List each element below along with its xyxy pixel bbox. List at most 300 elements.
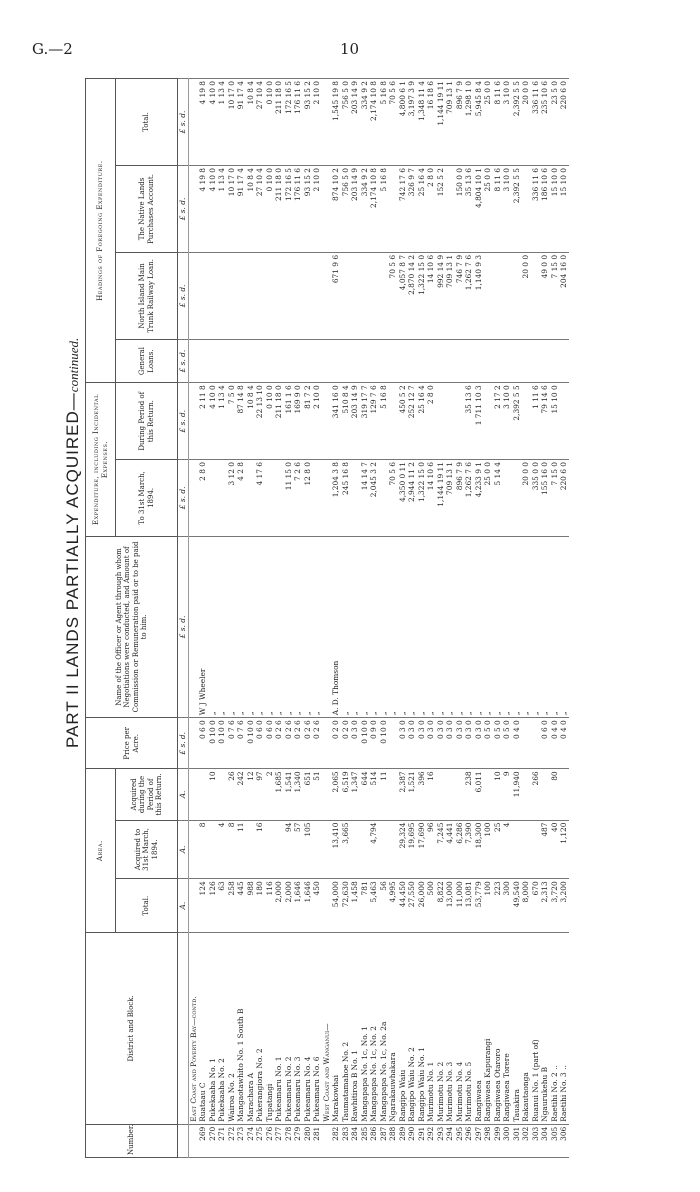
area-total: 500 [426,879,436,933]
acquired-before: 4 [217,820,227,879]
exp-during: 25 16 4 [417,383,427,460]
agent-name: „ [436,536,446,718]
acquired-before: 100 [483,820,493,879]
acquired-before: 8 [227,820,237,879]
area-total: 54,000 [331,879,341,933]
row-number: 275 [255,1124,265,1157]
table-row [540,79,550,1158]
col-native-lands: The Native Lands Purchases Account. [116,166,178,253]
col-exp-to-1894: To 31st March, 1894. [116,460,178,537]
exp-to-1894 [350,460,360,537]
exp-to-1894 [312,460,322,537]
exp-during: 1 13 4 [217,383,227,460]
acquired-during: 2,065 [331,769,341,820]
row-total: 23 5 0 [550,79,560,166]
north-island-loan [303,252,313,339]
exp-during: 510 8 4 [341,383,351,460]
price-per-acre: 0 3 0 [464,718,474,769]
col-acquired-before: Acquired to 31st March, 1894. [116,820,178,879]
exp-during: 5 16 8 [379,383,389,460]
district-block: Rawhitiroa B No. 1 [350,933,360,1125]
agent-name: W J Wheeler [198,536,208,718]
general-loans [303,339,313,382]
price-per-acre: 0 3 0 [474,718,484,769]
price-per-acre: 0 3 0 [455,718,465,769]
table-row [236,79,246,1158]
row-number: 289 [398,1124,408,1157]
native-lands-account: 1 13 4 [217,166,227,253]
district-block: Rangiwaea Torere [502,933,512,1125]
acquired-before: 487 [540,820,550,879]
row-total: 235 10 6 [540,79,550,166]
row-number: 296 [464,1124,474,1157]
general-loans [217,339,227,382]
agent-name: „ [303,536,313,718]
table-row [274,79,284,1158]
col-area: Area. [86,769,116,933]
general-loans [464,339,474,382]
acquired-during: 9 [502,769,512,820]
row-number: 298 [483,1124,493,1157]
table-row [331,79,341,1158]
row-total: 336 11 6 [531,79,541,166]
row-total: 1,144 19 11 [436,79,446,166]
acquired-during [445,769,455,820]
area-total: 26,000 [417,879,427,933]
acquired-before: 4,794 [369,820,379,879]
acquired-during: 10 [493,769,503,820]
exp-to-1894: 335 0 0 [531,460,541,537]
agent-name: „ [483,536,493,718]
north-island-loan [512,252,522,339]
district-block: Taumatamahoe No. 2 [341,933,351,1125]
acquired-during [455,769,465,820]
table-row [426,79,436,1158]
document-code: G.—2 [32,40,73,58]
exp-to-1894: 1,204 3 8 [331,460,341,537]
acquired-before: 6,286 [455,820,465,879]
acquired-before [360,820,370,879]
row-number: 283 [341,1124,351,1157]
exp-to-1894: 4,233 9 1 [474,460,484,537]
part-title: PART II LANDS PARTIALLY ACQUIRED—continued. [63,337,82,748]
acquired-before [274,820,284,879]
north-island-loan: 20 0 0 [521,252,531,339]
general-loans [227,339,237,382]
general-loans [550,339,560,382]
price-per-acre: 0 7 6 [236,718,246,769]
row-number: 303 [531,1124,541,1157]
district-block: Murimotu No. 1 [426,933,436,1125]
north-island-loan [217,252,227,339]
row-total: 16 18 6 [426,79,436,166]
row-number: 301 [512,1124,522,1157]
acquired-before [388,820,398,879]
table-row [312,79,322,1158]
native-lands-account: 10 8 4 [246,166,256,253]
acquired-during: 1,347 [350,769,360,820]
general-loans [284,339,294,382]
north-island-loan: 7 15 0 [550,252,560,339]
row-total: 2,174 10 8 [369,79,379,166]
north-island-loan [502,252,512,339]
general-loans [236,339,246,382]
exp-to-1894: 1,144 19 11 [436,460,446,537]
district-block: Rangiwaea [474,933,484,1125]
exp-during: 1 11 6 [531,383,541,460]
acquired-before: 7,390 [464,820,474,879]
general-loans [312,339,322,382]
row-number: 297 [474,1124,484,1157]
exp-during: 3 10 0 [502,383,512,460]
north-island-loan: 70 5 6 [388,252,398,339]
acquired-before: 4,441 [445,820,455,879]
row-number: 293 [436,1124,446,1157]
area-total: 100 [483,879,493,933]
north-island-loan: 204 16 0 [559,252,569,339]
row-number: 284 [350,1124,360,1157]
north-island-loan: 709 13 1 [445,252,455,339]
acquired-before [312,820,322,879]
general-loans [483,339,493,382]
exp-during: 4 10 0 [208,383,218,460]
district-block: Pukekaaha No. 2 [217,933,227,1125]
exp-during: 211 18 0 [274,383,284,460]
exp-to-1894: 220 6 0 [559,460,569,537]
table-row [369,79,379,1158]
native-lands-account: 0 10 0 [265,166,275,253]
exp-to-1894: 3 12 0 [227,460,237,537]
area-total: 53,779 [474,879,484,933]
north-island-loan [293,252,303,339]
table-row [350,79,360,1158]
price-per-acre: 0 6 0 [255,718,265,769]
native-lands-account: 336 11 6 [531,166,541,253]
exp-to-1894: 14 14 7 [360,460,370,537]
price-per-acre: 0 5 0 [493,718,503,769]
north-island-loan [265,252,275,339]
north-island-loan: 4,057 8 7 [398,252,408,339]
exp-to-1894: 5 14 4 [493,460,503,537]
agent-name: „ [426,536,436,718]
area-total: 450 [312,879,322,933]
area-total: 5,463 [369,879,379,933]
row-total: 1,348 11 4 [417,79,427,166]
area-total: 2,313 [540,879,550,933]
group-heading-row [322,79,332,1158]
area-total: 781 [360,879,370,933]
area-total: 8,000 [521,879,531,933]
district-block: Pukeamaru No. 2 [284,933,294,1125]
exp-to-1894: 155 16 0 [540,460,550,537]
exp-during: 79 14 6 [540,383,550,460]
agent-name: „ [217,536,227,718]
general-loans [417,339,427,382]
native-lands-account: 25 0 0 [483,166,493,253]
exp-during: 2 17 2 [493,383,503,460]
native-lands-account: 3 10 0 [502,166,512,253]
price-per-acre: 0 2 0 [331,718,341,769]
north-island-loan [531,252,541,339]
agent-name: „ [350,536,360,718]
agent-name: „ [284,536,294,718]
acquired-during: 1,521 [407,769,417,820]
row-number: 271 [217,1124,227,1157]
price-per-acre: 0 10 0 [246,718,256,769]
price-per-acre: 0 3 0 [426,718,436,769]
district-block: Ruataau C [198,933,208,1125]
acquired-before [512,820,522,879]
row-number: 276 [265,1124,275,1157]
exp-during: 169 9 0 [293,383,303,460]
area-total: 4,995 [388,879,398,933]
table-row [445,79,455,1158]
exp-during: 1 711 10 3 [474,383,484,460]
price-per-acre: 0 7 6 [227,718,237,769]
acquired-during [198,769,208,820]
units-row: A. A. A. £ s. d. £ s. d. £ s. d. £ s. d. £ s. d. £ s. d. £ s. d. £ s. d. [178,79,189,1158]
exp-during: 2 8 0 [426,383,436,460]
general-loans [531,339,541,382]
exp-during: 0 10 0 [265,383,275,460]
agent-name: „ [521,536,531,718]
general-loans [274,339,284,382]
north-island-loan [360,252,370,339]
native-lands-account: 2,392 5 5 [512,166,522,253]
price-per-acre: 0 3 0 [436,718,446,769]
north-island-loan: 992 14 9 [436,252,446,339]
acquired-during: 51 [312,769,322,820]
north-island-loan [208,252,218,339]
native-lands-account: 172 16 5 [284,166,294,253]
row-number: 291 [417,1124,427,1157]
area-total: 72,630 [341,879,351,933]
area-total: 126 [208,879,218,933]
exp-during [436,383,446,460]
acquired-during: 238 [464,769,474,820]
row-number: 277 [274,1124,284,1157]
district-block: Rangiwaea Kapurangi [483,933,493,1125]
native-lands-account: 5 16 8 [379,166,389,253]
native-lands-account: 10 17 0 [227,166,237,253]
table-row [559,79,569,1158]
row-total: 3,197 3 9 [407,79,417,166]
exp-during: 2 10 0 [312,383,322,460]
north-island-loan: 1,262 7 6 [464,252,474,339]
exp-to-1894: 12 8 0 [303,460,313,537]
acquired-before: 13,410 [331,820,341,879]
exp-to-1894: 4,350 0 11 [398,460,408,537]
exp-to-1894 [274,460,284,537]
north-island-loan [341,252,351,339]
district-block: Murimotu No. 5 [464,933,474,1125]
exp-during: 81 7 2 [303,383,313,460]
district-block: Ngaurukehu B [540,933,550,1125]
table-row [379,79,389,1158]
row-total: 176 11 6 [293,79,303,166]
district-block: Mangapapa No. 1c, No. 2a [379,933,389,1125]
exp-to-1894: 11 15 0 [284,460,294,537]
general-loans [436,339,446,382]
agent-name: „ [265,536,275,718]
agent-name: „ [255,536,265,718]
exp-to-1894 [502,460,512,537]
row-total: 4,800 6 1 [398,79,408,166]
acquired-during: 6,519 [341,769,351,820]
district-block: Pukeamaru No. 4 [303,933,313,1125]
price-per-acre [388,718,398,769]
exp-to-1894 [265,460,275,537]
district-block: Pukeamaru No. 3 [293,933,303,1125]
acquired-during: 651 [303,769,313,820]
agent-name: „ [312,536,322,718]
row-total: 172 16 5 [284,79,294,166]
price-per-acre: 0 2 0 [341,718,351,769]
acquired-during [217,769,227,820]
area-total: 124 [198,879,208,933]
acquired-during [388,769,398,820]
price-per-acre: 0 2 6 [303,718,313,769]
row-total: 211 18 0 [274,79,284,166]
agent-name: „ [550,536,560,718]
native-lands-account [521,166,531,253]
row-number: 299 [493,1124,503,1157]
exp-during [521,383,531,460]
general-loans [388,339,398,382]
area-total: 300 [502,879,512,933]
exp-to-1894: 709 13 1 [445,460,455,537]
general-loans [331,339,341,382]
table-row [436,79,446,1158]
acquired-before: 29,324 [398,820,408,879]
district-block: Mangapapa No. 1c, No. 1 [360,933,370,1125]
area-total: 2,000 [284,879,294,933]
acquired-during: 11 [379,769,389,820]
table-row [521,79,531,1158]
exp-to-1894: 2 8 0 [198,460,208,537]
acquired-during: 16 [426,769,436,820]
district-block: Murimotu No. 2 [436,933,446,1125]
acquired-before: 94 [284,820,294,879]
row-total: 4 10 0 [208,79,218,166]
district-block: Pukeamaru No. 6 [312,933,322,1125]
general-loans [360,339,370,382]
district-block: Pukekaaha No. 1 [208,933,218,1125]
acquired-before: 105 [303,820,313,879]
table-row [483,79,493,1158]
native-lands-account: 334 9 2 [360,166,370,253]
row-total: 709 13 1 [445,79,455,166]
agent-name: „ [474,536,484,718]
exp-during [559,383,569,460]
col-district: District and Block. [86,933,178,1125]
native-lands-account: 203 14 9 [350,166,360,253]
district-block: Rangipo Waiu No. 1 [417,933,427,1125]
row-total: 27 10 4 [255,79,265,166]
table-row [398,79,408,1158]
row-total: 5,945 8 4 [474,79,484,166]
general-loans [198,339,208,382]
exp-during: 10 8 4 [246,383,256,460]
acquired-before: 3,665 [341,820,351,879]
acquired-during: 242 [236,769,246,820]
table-row [455,79,465,1158]
price-per-acre [521,718,531,769]
native-lands-account: 2,174 10 8 [369,166,379,253]
general-loans [521,339,531,382]
price-per-acre: 0 5 0 [483,718,493,769]
row-total: 2,392 5 5 [512,79,522,166]
acquired-during: 2 [265,769,275,820]
price-per-acre: 0 6 0 [198,718,208,769]
district-block: Mangaotawhito No. 1 South B [236,933,246,1125]
general-loans [493,339,503,382]
general-loans [369,339,379,382]
row-number: 306 [559,1124,569,1157]
native-lands-account: 4,804 10 1 [474,166,484,253]
district-block: Rangipo Waiu No. 2 [407,933,417,1125]
row-number: 285 [360,1124,370,1157]
row-number: 286 [369,1124,379,1157]
row-total: 2 10 0 [312,79,322,166]
acquired-before: 1,120 [559,820,569,879]
row-total: 896 7 9 [455,79,465,166]
exp-to-1894 [208,460,218,537]
table-row [464,79,474,1158]
row-total: 10 8 4 [246,79,256,166]
agent-name: „ [407,536,417,718]
row-total: 1 13 4 [217,79,227,166]
native-lands-account [388,166,398,253]
acquired-before: 18,300 [474,820,484,879]
exp-during [388,383,398,460]
exp-during: 35 13 6 [464,383,474,460]
price-per-acre: 0 4 0 [550,718,560,769]
general-loans [255,339,265,382]
price-per-acre: 0 5 0 [502,718,512,769]
exp-to-1894 [379,460,389,537]
lands-table [85,78,569,1158]
exp-during: 22 13 10 [255,383,265,460]
north-island-loan [312,252,322,339]
agent-name: „ [455,536,465,718]
agent-name: „ [360,536,370,718]
district-block: Tupatangi [265,933,275,1125]
price-per-acre: 0 2 6 [293,718,303,769]
col-agent: Name of the Officer or Agent through whom Negotiations were conducted, and Amount of Commission or Remuneration paid or to be paid to him. [86,536,178,718]
general-loans [341,339,351,382]
acquired-during: 80 [550,769,560,820]
area-total: 223 [493,879,503,933]
agent-name: „ [227,536,237,718]
table-row [360,79,370,1158]
row-number: 300 [502,1124,512,1157]
exp-to-1894: 1,262 7 6 [464,460,474,537]
native-lands-account: 4 19 8 [198,166,208,253]
native-lands-account: 756 5 0 [341,166,351,253]
group-heading: West Coast and Wanganui— [322,933,332,1125]
native-lands-account: 152 5 2 [436,166,446,253]
price-per-acre: 0 6 0 [265,718,275,769]
north-island-loan: 1,322 15 0 [417,252,427,339]
price-per-acre: 0 10 0 [217,718,227,769]
north-island-loan: 2,870 14 2 [407,252,417,339]
row-number: 270 [208,1124,218,1157]
exp-during [455,383,465,460]
district-block: Murimotu No. 3 [445,933,455,1125]
acquired-during: 12 [246,769,256,820]
north-island-loan: 1,140 9 3 [474,252,484,339]
